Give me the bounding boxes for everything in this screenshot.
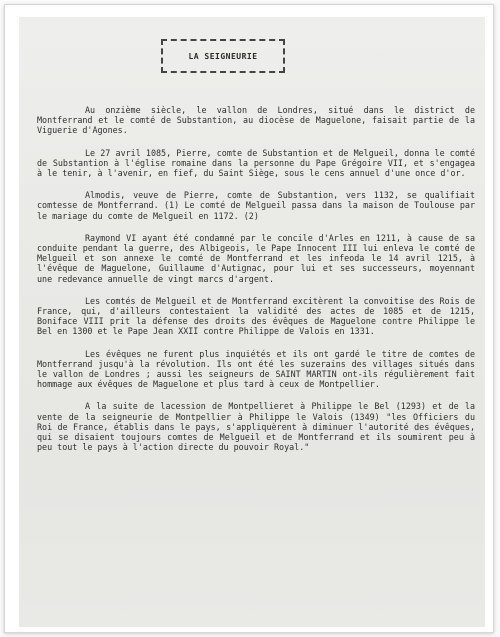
paragraph-5: Les comtés de Melgueil et de Montferrand excitèrent la convoitise des Rois de France, qui, d'ailleurs contestaient la validité des actes de 1085 et de 1215, Boniface VIII prit la défense des droits des évêques de Maguelone contre Philippe le Bel en 1300 et le Pape Jean XXII contre Philippe de Valois en 1331. xyxy=(37,295,475,337)
paragraph-3: Almodis, veuve de Pierre, comte de Substantion, vers 1132, se qualifiait comtesse de Montferrand. (1) Le comté de Melgueil passa dans la maison de Toulouse par le mariage du comte de Melgueil en 1172. (2) xyxy=(37,190,475,221)
photo-frame xyxy=(4,4,494,633)
paragraph-4: Raymond VI ayant été condamné par le concile d'Arles en 1211, à cause de sa conduite pendant la guerre, des Albigeois, le Pape Innocent III lui enleva le comté de Melgueil et son annexe le comté de Montferrand et les infeoda le 14 avril 1215, à l'évêque de Maguelone, Guillaume d'Autignac, pour lui et ses successeurs, moyennant une redevance annuelle de vingt marcs d'argent. xyxy=(37,232,475,284)
paragraph-1: Au onzième siècle, le vallon de Londres, situé dans le district de Montferrand et le comté de Substantion, au diocèse de Maguelone, faisait partie de la Viguerie d'Agones. xyxy=(37,105,475,136)
document-title: LA SEIGNEURIE xyxy=(188,51,258,61)
document-body xyxy=(37,105,475,464)
paragraph-7: A la suite de lacession de Montpellieret à Philippe le Bel (1293) et de la vente de la seigneurie de Montpellier à Philippe le Valois (1349) "les Officiers du Roi de France, établis dans le pays, s'appliquèrent à diminuer l'autorité des évêques, qui se disaient toujours comtes de Melgueil et de Montferrand et ils soumirent peu à peu tout le pays à l'action directe du pouvoir Royal." xyxy=(37,401,475,453)
paragraph-2: Le 27 avril 1085, Pierre, comte de Substantion et de Melgueil, donna le comté de Substantion à l'église romaine dans la personne du Pape Grégoire VII, et s'engagea à le tenir, à l'avenir, en fief, du Saint Siège, sous le cens annuel d'une once d'or. xyxy=(37,147,475,179)
paragraph-6: Les évêques ne furent plus inquiétés et ils ont gardé le titre de comtes de Montferrand jusqu'à la révolution. Ils ont été les suzerains des villages situés dans le vallon de Londres ; aussi les seigneurs de SAINT MARTIN ont-ils régulièrement fait hommage aux évêques de Maguelone et plus tard à ceux de Montpellier. xyxy=(37,348,475,390)
document-page xyxy=(19,17,485,627)
title-box xyxy=(161,39,285,73)
